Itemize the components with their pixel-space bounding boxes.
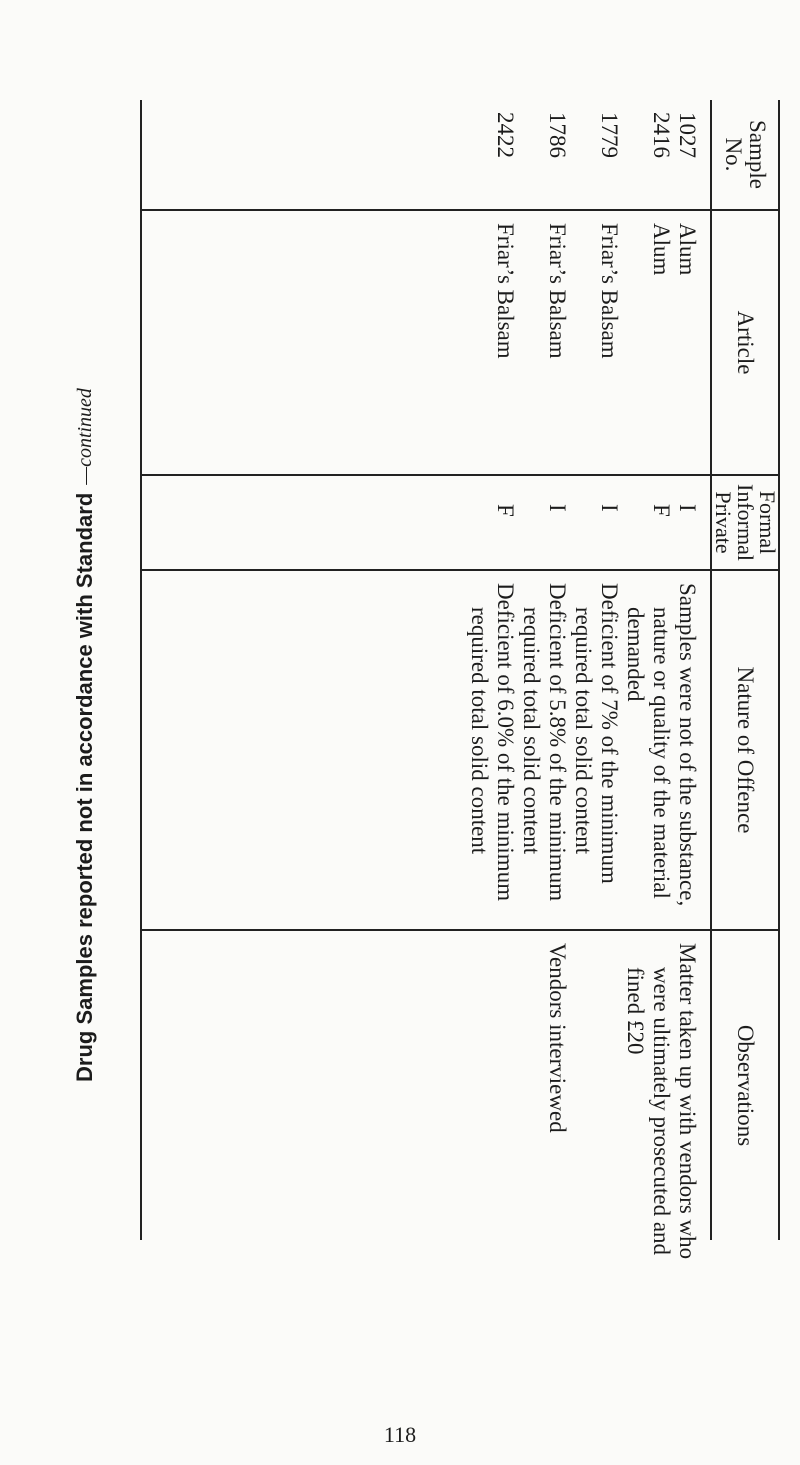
heading-continued: —continued xyxy=(73,388,96,485)
fip-cell: I xyxy=(597,504,622,512)
header-sample-no: Sample No. xyxy=(711,100,779,210)
observation-line: Vendors interviewed xyxy=(545,943,570,1133)
article-cell: Alum xyxy=(649,223,674,276)
nature-of-offence-column xyxy=(141,570,711,930)
heading-title: Drug Samples reported not in accordance with Standard xyxy=(72,492,97,1082)
offence-line: nature or quality of the material xyxy=(649,607,674,899)
observations-column xyxy=(141,930,711,1260)
header-formal: Formal xyxy=(755,490,780,555)
fip-cell: I xyxy=(545,504,570,512)
offence-line: Deficient of 7% of the minimum xyxy=(597,583,622,884)
offence-line: Deficient of 6.0% of the minimum xyxy=(493,583,518,902)
fip-cell: I xyxy=(675,504,700,512)
header-observations: Observations xyxy=(711,930,779,1240)
offence-line: required total solid content xyxy=(519,607,544,855)
sample-no-cell: 2416 xyxy=(649,112,674,158)
sample-no-cell: 1027 xyxy=(675,112,700,158)
offence-line: Deficient of 5.8% of the minimum xyxy=(545,583,570,902)
header-nature-of-offence: Nature of Offence xyxy=(711,570,779,930)
page-number: 118 xyxy=(383,1422,417,1447)
sample-no-cell: 1779 xyxy=(597,112,622,158)
fip-cell: F xyxy=(493,504,518,517)
fip-cell: F xyxy=(649,504,674,517)
article-cell: Friar’s Balsam xyxy=(545,223,570,359)
drug-samples-table xyxy=(140,100,780,1260)
article-cell: Alum xyxy=(675,223,700,276)
header-private: Private xyxy=(711,491,736,554)
observation-line: Matter taken up with vendors who xyxy=(675,943,700,1260)
article-cell: Friar’s Balsam xyxy=(597,223,622,359)
header-row xyxy=(711,100,779,1240)
header-formal-informal-private xyxy=(711,475,779,570)
sample-no-cell: 1786 xyxy=(545,112,570,158)
header-informal: Informal xyxy=(733,484,758,561)
header-article: Article xyxy=(711,210,779,475)
offence-line: Samples were not of the substance, xyxy=(675,583,700,907)
table-body-row xyxy=(141,100,711,1240)
rotated-table-wrapper xyxy=(140,100,780,1260)
offence-line: demanded xyxy=(623,607,648,702)
observation-line: fined £20 xyxy=(623,967,648,1055)
sample-no-column xyxy=(141,100,711,210)
observation-line: were ultimately prosecuted and xyxy=(649,967,674,1256)
page-heading xyxy=(70,385,100,1085)
article-cell: Friar’s Balsam xyxy=(493,223,518,359)
fip-column xyxy=(141,475,711,570)
offence-line: required total solid content xyxy=(467,607,492,855)
article-column xyxy=(141,210,711,475)
offence-line: required total solid content xyxy=(571,607,596,855)
sample-no-cell: 2422 xyxy=(493,112,518,158)
